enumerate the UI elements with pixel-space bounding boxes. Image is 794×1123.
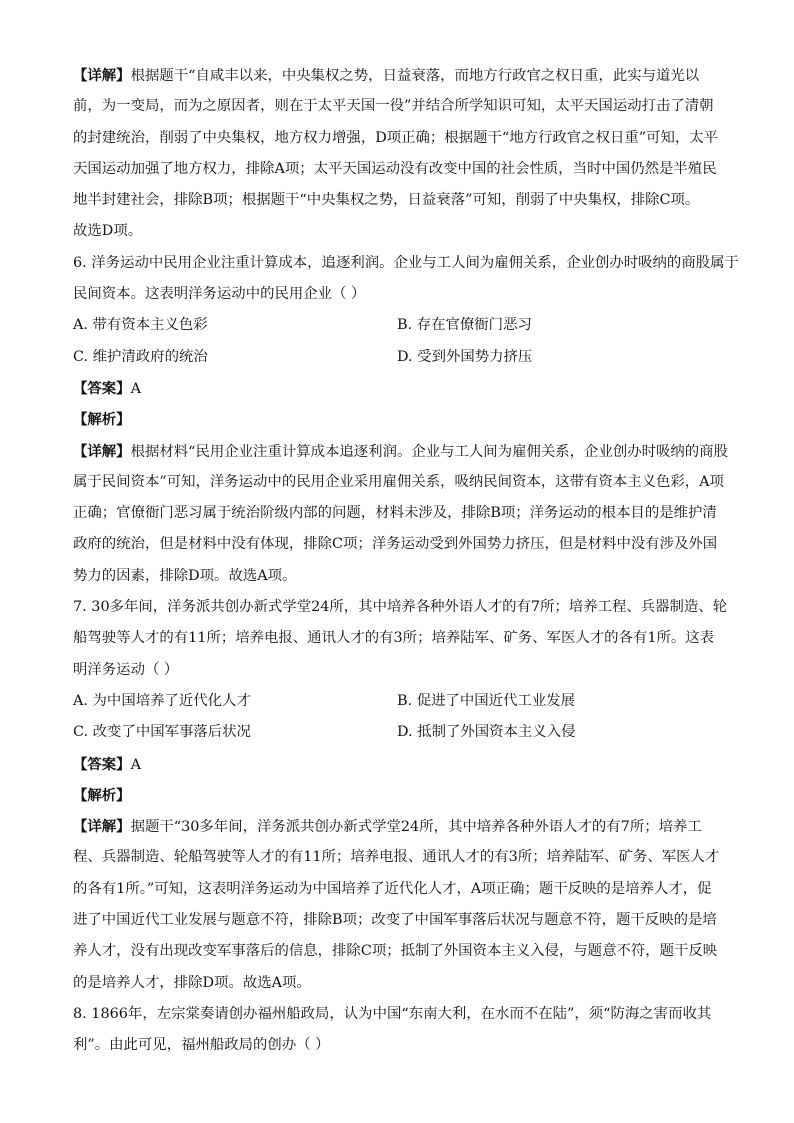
q7-detail-text: 据题干“30多年间，洋务派共创办新式学堂24所，其中培养各种外语人才的有7所；培养工 xyxy=(130,819,702,836)
q6-answer-value: A xyxy=(130,380,141,397)
analysis-tag: 【解析】 xyxy=(73,411,131,429)
q5-detail-line-4: 天国运动加强了地方权力，排除A项；太平天国运动没有改变中国的社会性质，当时中国仍然是半殖民 xyxy=(73,160,717,177)
q7-detail-line-2: 程、兵器制造、轮船驾驶等人才的有11所；培养电报、通讯人才的有3所；培养陆军、矿务、军医人才 xyxy=(73,849,720,866)
q7-options xyxy=(73,686,724,749)
q6-detail-text: 根据材料“民用企业注重计算成本追逐利润。企业与工人间为雇佣关系，企业创办时吸纳的商股 xyxy=(130,443,728,460)
q7-option-b[interactable]: B. 促进了中国近代工业发展 xyxy=(397,692,576,709)
q6-option-d[interactable]: D. 受到外国势力挤压 xyxy=(397,348,533,365)
q7-detail-line-6: 的是培养人才，排除D项。故选A项。 xyxy=(73,974,311,991)
analysis-tag: 【解析】 xyxy=(73,786,131,804)
q6-detail-line-4: 政府的统治，但是材料中没有体现，排除C项；洋务运动受到外国势力挤压，但是材料中没有涉及外国 xyxy=(73,536,718,553)
q5-detail-line-5: 地半封建社会，排除B项；根据题干“中央集权之势，日益衰落”可知，削弱了中央集权，排除C项。 xyxy=(73,192,700,209)
q7-stem-line-2: 船驾驶等人才的有11所；培养电报、通讯人才的有3所；培养陆军、矿务、军医人才的各有1所。这表 xyxy=(73,630,715,647)
q7-analysis-line xyxy=(73,780,724,811)
q7-detail-line-5: 养人才，没有出现改变军事落后的信息，排除C项；抵制了外国资本主义入侵，与题意不符，题干反映 xyxy=(73,943,718,960)
q7-answer xyxy=(73,749,724,812)
q5-detail-line-6: 故选D项。 xyxy=(73,223,143,240)
q5-detail-line-1 xyxy=(73,60,724,91)
q8-stem-line-2: 利”。由此可见，福州船政局的创办（ ） xyxy=(73,1037,330,1054)
q5-detail-line-3: 的封建统治，削弱了中央集权，地方权力增强，D项正确；根据题干“地方行政官之权日重”可知，太平 xyxy=(73,129,719,146)
q7-detail-line-3: 的各有1所。”可知，这表明洋务运动为中国培养了近代化人才，A项正确；题干反映的是培养人才，促 xyxy=(73,880,712,897)
q8-stem xyxy=(73,999,724,1062)
q6-option-b[interactable]: B. 存在官僚衙门恶习 xyxy=(397,317,532,334)
q6-detail-line-2: 属于民间资本”可知，洋务运动中的民用企业采用雇佣关系，吸纳民间资本，这带有资本主义色彩，A项 xyxy=(73,473,724,490)
q6-analysis-line xyxy=(73,404,724,435)
detail-tag: 【详解】 xyxy=(73,67,131,84)
q6-stem-line-1: 6. 洋务运动中民用企业注重计算成本，追逐利润。企业与工人间为雇佣关系，企业创办时吸纳的商股属于 xyxy=(73,254,739,271)
q5-detail-line-2: 前，为一变局，而为之原因者，则在于太平天国一役”并结合所学知识可知，太平天国运动打击了清朝 xyxy=(73,98,714,115)
q8-stem-line-1: 8. 1866年，左宗棠奏请创办福州船政局，认为中国“东南大利，在水而不在陆”，须“防海之害而收其 xyxy=(73,1005,712,1022)
q7-stem-line-3: 明洋务运动（ ） xyxy=(73,661,179,678)
q7-option-a[interactable]: A. 为中国培养了近代化人才 xyxy=(73,692,251,709)
q5-detail-paragraph xyxy=(73,60,724,248)
q6-stem-line-2: 民间资本。这表明洋务运动中的民用企业（ ） xyxy=(73,286,366,303)
q7-detail-line-4: 进了中国近代工业发展与题意不符，排除B项；改变了中国军事落后状况与题意不符，题干反映的是培 xyxy=(73,912,717,929)
detail-tag: 【详解】 xyxy=(73,442,131,460)
q7-detail-line-1 xyxy=(73,811,724,842)
q6-detail-line-1 xyxy=(73,436,728,467)
q7-stem xyxy=(73,592,728,686)
q6-options xyxy=(73,310,724,373)
q6-detail-paragraph xyxy=(73,436,728,592)
q7-option-c[interactable]: C. 改变了中国军事落后状况 xyxy=(73,724,251,741)
q6-stem xyxy=(73,248,739,311)
q6-detail-line-3: 正确；官僚衙门恶习属于统治阶级内部的问题，材料未涉及，排除B项；洋务运动的根本目的是维护清 xyxy=(73,505,717,522)
q5-detail-text: 根据题干“自咸丰以来，中央集权之势，日益衰落，而地方行政官之权日重，此实与道光以 xyxy=(130,68,700,84)
answer-tag: 【答案】 xyxy=(73,379,131,397)
q6-option-a[interactable]: A. 带有资本主义色彩 xyxy=(73,317,208,334)
q7-stem-line-1: 7. 30多年间，洋务派共创办新式学堂24所，其中培养各种外语人才的有7所；培养工程、兵器制造、轮 xyxy=(73,599,728,616)
q7-option-d[interactable]: D. 抵制了外国资本主义入侵 xyxy=(397,724,576,741)
q6-answer-line xyxy=(73,373,724,404)
q7-detail-paragraph xyxy=(73,811,724,999)
answer-tag: 【答案】 xyxy=(73,755,131,773)
q6-detail-line-5: 势力的因素，排除D项。故选A项。 xyxy=(73,567,297,584)
detail-tag: 【详解】 xyxy=(73,818,131,836)
q6-answer xyxy=(73,373,724,436)
q7-answer-value: A xyxy=(130,756,141,773)
q7-answer-line xyxy=(73,749,724,780)
q6-option-c[interactable]: C. 维护清政府的统治 xyxy=(73,348,208,365)
